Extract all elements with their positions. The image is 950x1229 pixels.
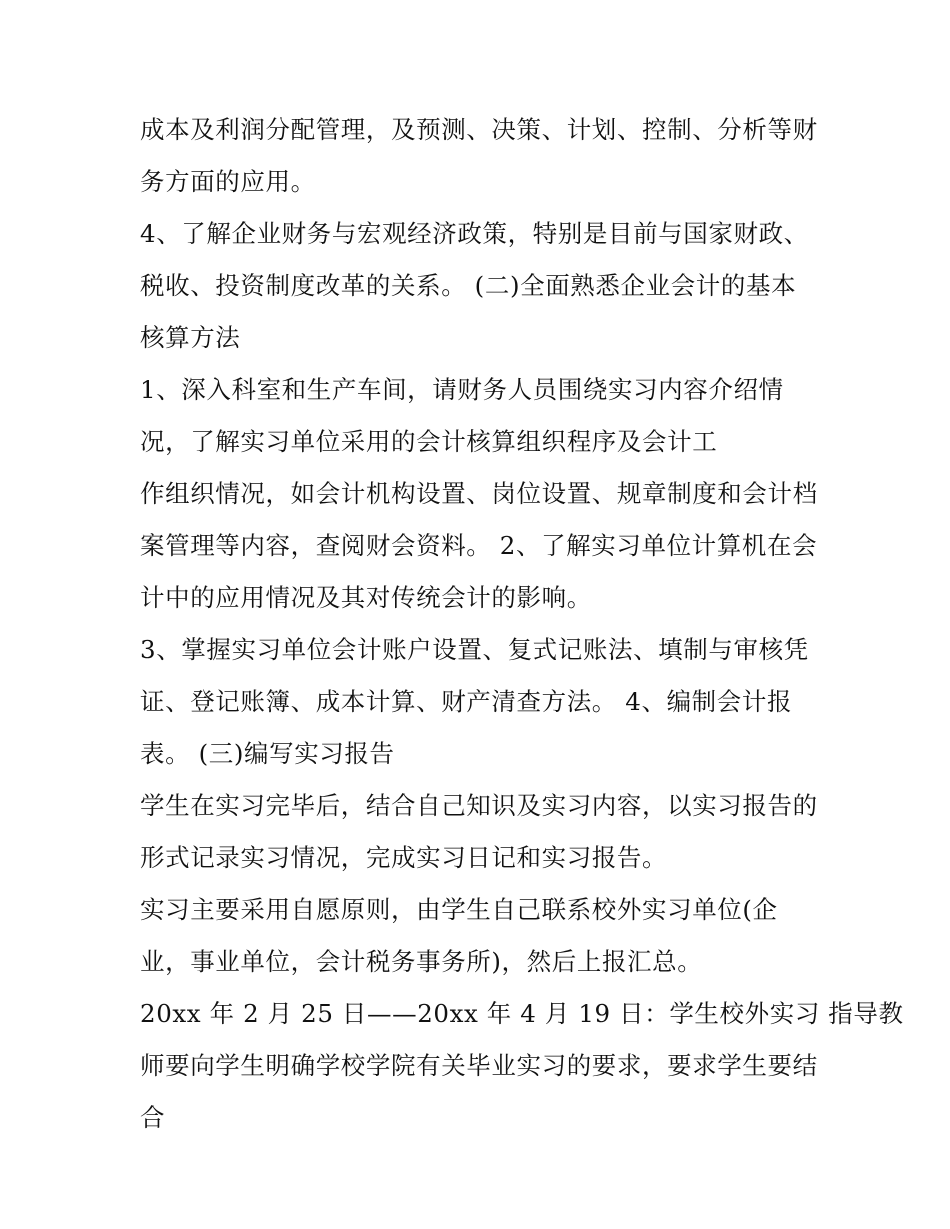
text-line: 合: [140, 1103, 166, 1132]
text-line: 况，了解实习单位采用的会计核算组织程序及会计工: [140, 427, 718, 456]
text-line: 形式记录实习情况，完成实习日记和实习报告。: [140, 843, 668, 872]
text-line: 核算方法: [140, 323, 241, 352]
text-line: 3、掌握实习单位会计账户设置、复式记账法、填制与审核凭: [140, 635, 809, 664]
text-line: 实习主要采用自愿原则，由学生自己联系校外实习单位(企: [140, 895, 778, 924]
text-line: 业，事业单位，会计税务事务所)，然后上报汇总。: [140, 947, 703, 976]
text-line: 4、了解企业财务与宏观经济政策，特别是目前与国家财政、: [140, 219, 809, 248]
body-text: [140, 104, 904, 1144]
text-line: 师要向学生明确学校学院有关毕业实习的要求，要求学生要结: [140, 1051, 818, 1080]
text-line: 税收、投资制度改革的关系。 (二)全面熟悉企业会计的基本: [140, 271, 797, 300]
text-line: 20xx 年 2 月 25 日——20xx 年 4 月 19 日：学生校外实习 指导教: [140, 999, 904, 1028]
text-line: 表。 (三)编写实习报告: [140, 739, 395, 768]
text-line: 学生在实习完毕后，结合自己知识及实习内容，以实习报告的: [140, 791, 818, 820]
text-line: 案管理等内容，查阅财会资料。 2、了解实习单位计算机在会: [140, 531, 818, 560]
text-line: 证、登记账簿、成本计算、财产清查方法。 4、编制会计报: [140, 687, 793, 716]
text-line: 作组织情况，如会计机构设置、岗位设置、规章制度和会计档: [140, 479, 818, 508]
text-line: 1、深入科室和生产车间，请财务人员围绕实习内容介绍情: [140, 375, 784, 404]
text-line: 务方面的应用。: [140, 167, 316, 196]
text-line: 计中的应用情况及其对传统会计的影响。: [140, 583, 592, 612]
text-line: 成本及利润分配管理，及预测、决策、计划、控制、分析等财: [140, 115, 818, 144]
